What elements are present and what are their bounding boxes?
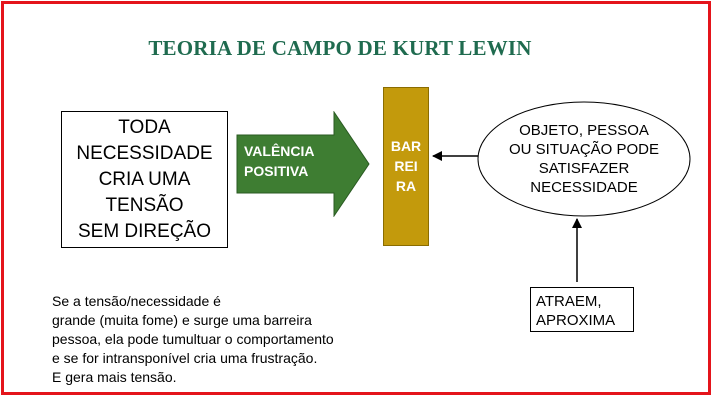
object-line: OU SITUAÇÃO PODE: [508, 141, 660, 158]
diagram-title: TEORIA DE CAMPO DE KURT LEWIN: [148, 36, 532, 60]
note-line: grande (muita fome) e surge uma barreira: [52, 312, 312, 328]
object-line: NECESSIDADE: [530, 179, 638, 196]
note-line: E gera mais tensão.: [52, 369, 177, 385]
valence-line: VALÊNCIA: [244, 143, 315, 159]
barrier-line: BAR: [390, 138, 422, 154]
attract-line: ATRAEM,: [536, 293, 602, 310]
attract-box: [530, 287, 634, 332]
tension-line: NECESSIDADE: [76, 142, 213, 164]
object-line: OBJETO, PESSOA: [519, 122, 649, 139]
tension-line: CRIA UMA: [98, 168, 191, 190]
note-line: pessoa, ela pode tumultuar o comportamento: [52, 331, 334, 347]
valence-line: POSITIVA: [244, 163, 309, 179]
attract-line: APROXIMA: [536, 312, 616, 329]
object-text: [478, 121, 690, 197]
note-line: e se for intransponível cria uma frustração.: [52, 350, 318, 366]
explanation-note: [52, 292, 452, 387]
tension-line: TODA: [118, 116, 171, 138]
object-line: SATISFAZER: [538, 160, 630, 177]
tension-line: TENSÃO: [105, 194, 184, 216]
barrier-line: REI: [394, 158, 418, 174]
note-line: Se a tensão/necessidade é: [52, 293, 221, 309]
barrier-line: RA: [395, 178, 417, 194]
tension-line: SEM DIREÇÃO: [77, 220, 212, 242]
